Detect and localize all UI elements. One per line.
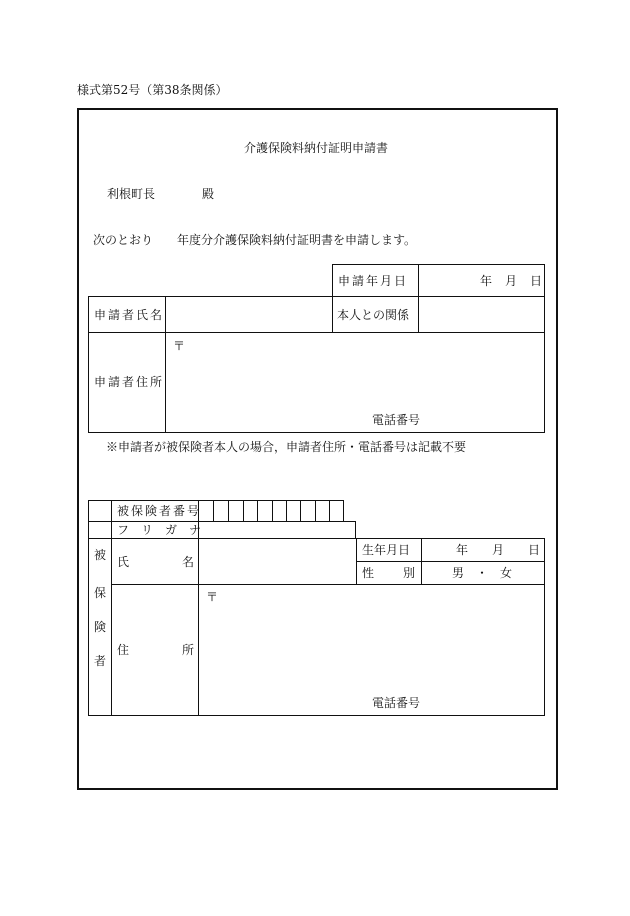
insured-name-label-1: 氏	[117, 555, 130, 569]
form-title: 介護保険料納付証明申請書	[244, 141, 389, 155]
sex-label-2: 別	[403, 566, 416, 580]
intro-prefix: 次のとおり	[93, 233, 154, 247]
insured-number-field[interactable]	[200, 502, 343, 520]
insured-name-label-2: 名	[182, 555, 195, 569]
insured-group-label-3: 険	[94, 620, 107, 634]
form-id: 様式第52号（第38条関係）	[77, 83, 228, 97]
relation-field[interactable]	[420, 298, 543, 330]
birth-date-month: 月	[492, 543, 505, 557]
postal-mark: 〒	[173, 339, 186, 353]
note-text: ※申請者が被保険者本人の場合，申請者住所・電話番号は記載不要	[106, 440, 467, 454]
relation-label: 本人との関係	[337, 308, 410, 322]
sex-label-1: 性	[362, 566, 375, 580]
birth-date-day: 日	[528, 543, 541, 557]
insured-address-label-2: 所	[182, 643, 195, 657]
insured-group-label-4: 者	[94, 654, 107, 668]
application-date-label: 申請年月日	[338, 274, 409, 288]
insured-name-field[interactable]	[200, 540, 355, 583]
applicant-address-label: 申請者住所	[94, 375, 165, 389]
intro-suffix: 年度分介護保険料納付証明書を申請します。	[177, 233, 417, 247]
addressee-honorific: 殿	[202, 187, 215, 201]
birth-date-label: 生年月日	[362, 543, 411, 557]
applicant-address-field[interactable]	[167, 334, 543, 431]
insured-group-label-1: 被	[94, 548, 107, 562]
birth-date-year: 年	[456, 543, 469, 557]
insured-address-label-1: 住	[117, 643, 130, 657]
furigana-field[interactable]	[200, 523, 355, 537]
application-date-year: 年	[480, 274, 493, 288]
application-date-month: 月	[505, 274, 518, 288]
insured-phone-label: 電話番号	[372, 696, 421, 710]
insured-group-label-2: 保	[94, 586, 107, 600]
insured-address-field[interactable]	[200, 586, 543, 714]
applicant-name-field[interactable]	[173, 298, 331, 330]
applicant-phone-label: 電話番号	[372, 413, 421, 427]
application-date-day: 日	[530, 274, 543, 288]
insured-postal-mark: 〒	[206, 590, 219, 604]
insured-number-label: 被保険者番号	[117, 504, 202, 518]
applicant-name-label: 申請者氏名	[94, 308, 165, 322]
addressee-name: 利根町長	[107, 187, 156, 201]
sex-options[interactable]: 男 ・ 女	[452, 566, 513, 580]
furigana-label: フ リ ガ ナ	[117, 523, 202, 537]
